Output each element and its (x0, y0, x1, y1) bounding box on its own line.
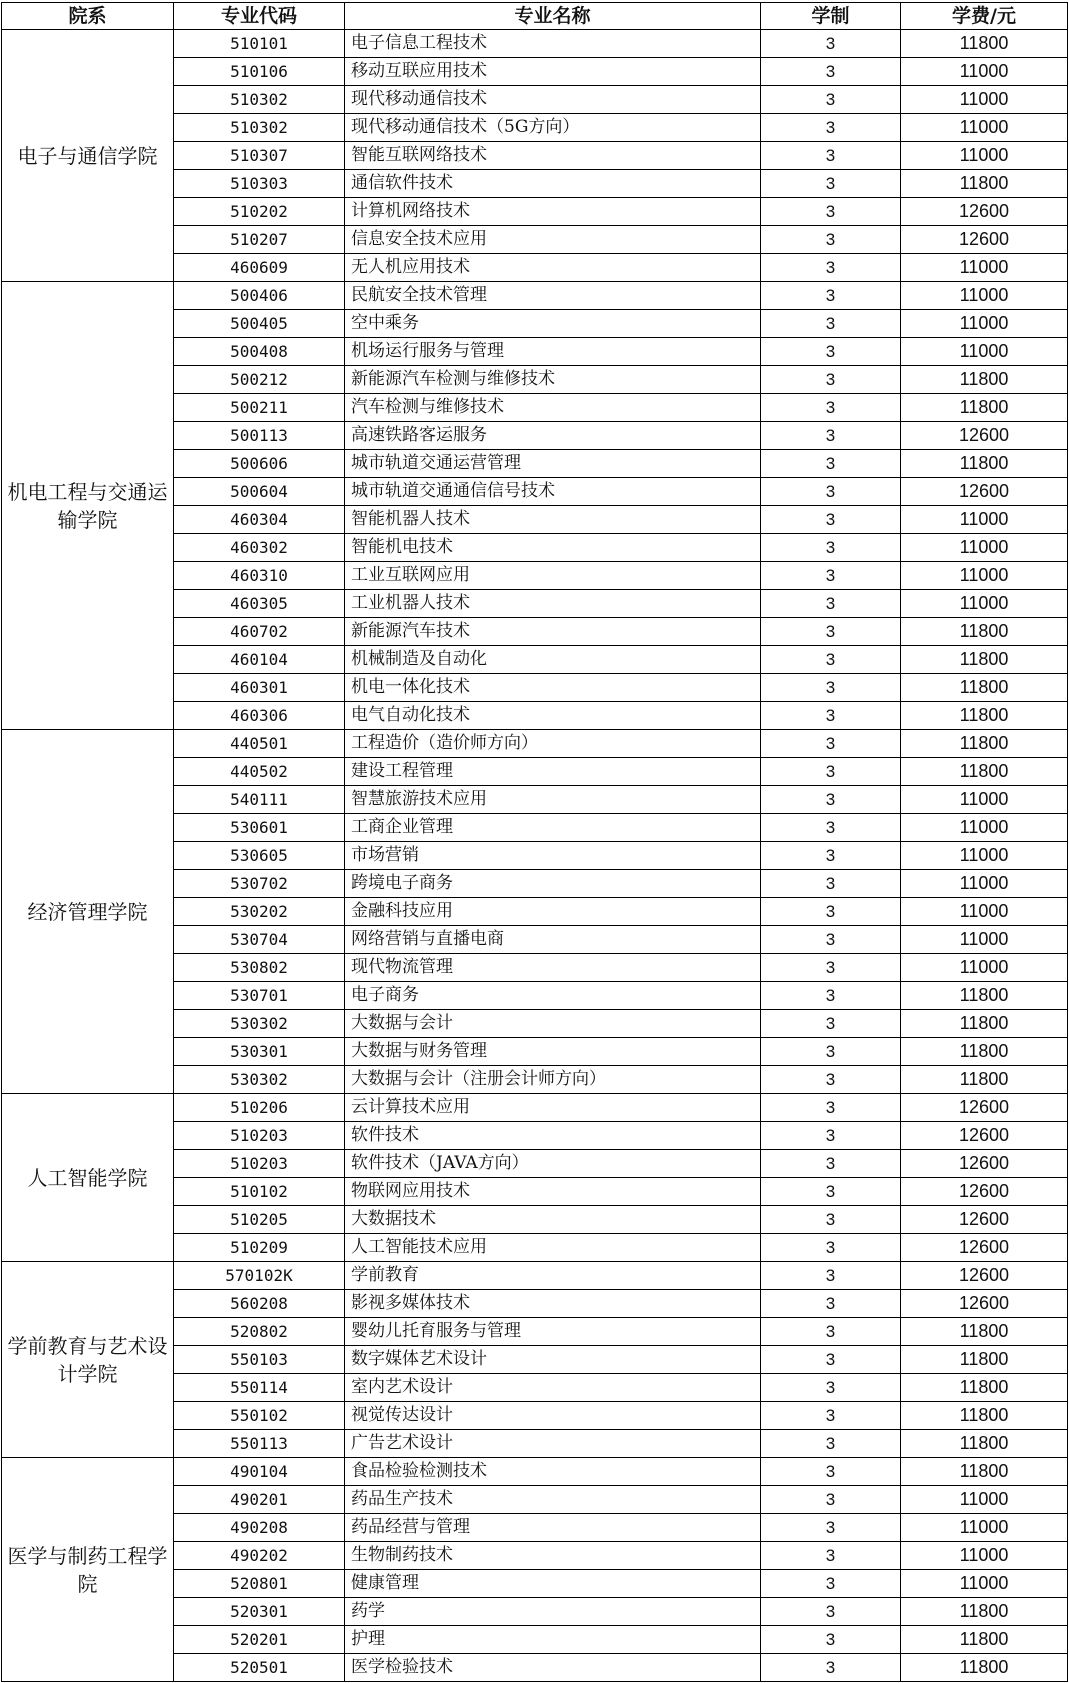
major-name-cell: 工业机器人技术 (345, 590, 761, 618)
tuition-cell: 11800 (901, 1402, 1068, 1430)
duration-cell: 3 (761, 1206, 901, 1234)
duration-cell: 3 (761, 758, 901, 786)
tuition-cell: 11800 (901, 1626, 1068, 1654)
tuition-cell: 11000 (901, 590, 1068, 618)
major-code-cell: 460304 (174, 506, 345, 534)
tuition-cell: 11800 (901, 982, 1068, 1010)
major-code-cell: 530601 (174, 814, 345, 842)
major-name-cell: 智能互联网络技术 (345, 142, 761, 170)
duration-cell: 3 (761, 58, 901, 86)
duration-cell: 3 (761, 1430, 901, 1458)
duration-cell: 3 (761, 478, 901, 506)
header-dept: 院系 (2, 3, 174, 30)
tuition-cell: 11000 (901, 1570, 1068, 1598)
major-code-cell: 510102 (174, 1178, 345, 1206)
major-code-cell: 510302 (174, 86, 345, 114)
major-code-cell: 570102K (174, 1262, 345, 1290)
dept-cell: 医学与制药工程学院 (2, 1458, 174, 1682)
tuition-cell: 11000 (901, 534, 1068, 562)
major-name-cell: 建设工程管理 (345, 758, 761, 786)
duration-cell: 3 (761, 1514, 901, 1542)
header-years: 学制 (761, 3, 901, 30)
major-name-cell: 学前教育 (345, 1262, 761, 1290)
duration-cell: 3 (761, 1346, 901, 1374)
tuition-cell: 11000 (901, 310, 1068, 338)
major-name-cell: 工业互联网应用 (345, 562, 761, 590)
tuition-cell: 11000 (901, 1542, 1068, 1570)
table-row (2, 30, 1068, 58)
major-code-cell: 540111 (174, 786, 345, 814)
tuition-cell: 12600 (901, 1290, 1068, 1318)
major-code-cell: 530302 (174, 1066, 345, 1094)
major-name-cell: 医学检验技术 (345, 1654, 761, 1682)
duration-cell: 3 (761, 982, 901, 1010)
major-code-cell: 460310 (174, 562, 345, 590)
major-code-cell: 500405 (174, 310, 345, 338)
major-code-cell: 500406 (174, 282, 345, 310)
duration-cell: 3 (761, 842, 901, 870)
duration-cell: 3 (761, 1458, 901, 1486)
major-name-cell: 工程造价（造价师方向） (345, 730, 761, 758)
duration-cell: 3 (761, 198, 901, 226)
major-name-cell: 电子信息工程技术 (345, 30, 761, 58)
dept-cell: 电子与通信学院 (2, 30, 174, 282)
major-code-cell: 510206 (174, 1094, 345, 1122)
tuition-cell: 11000 (901, 926, 1068, 954)
major-name-cell: 视觉传达设计 (345, 1402, 761, 1430)
major-code-cell: 550102 (174, 1402, 345, 1430)
duration-cell: 3 (761, 422, 901, 450)
major-code-cell: 500408 (174, 338, 345, 366)
tuition-fee-table (1, 2, 1068, 1682)
tuition-cell: 12600 (901, 1206, 1068, 1234)
major-name-cell: 云计算技术应用 (345, 1094, 761, 1122)
tuition-cell: 11000 (901, 954, 1068, 982)
tuition-cell: 11800 (901, 1598, 1068, 1626)
major-code-cell: 560208 (174, 1290, 345, 1318)
major-code-cell: 550103 (174, 1346, 345, 1374)
tuition-cell: 11800 (901, 1654, 1068, 1682)
major-name-cell: 现代移动通信技术 (345, 86, 761, 114)
major-name-cell: 婴幼儿托育服务与管理 (345, 1318, 761, 1346)
duration-cell: 3 (761, 1374, 901, 1402)
major-code-cell: 500604 (174, 478, 345, 506)
major-code-cell: 460305 (174, 590, 345, 618)
major-name-cell: 现代物流管理 (345, 954, 761, 982)
major-code-cell: 530605 (174, 842, 345, 870)
duration-cell: 3 (761, 366, 901, 394)
major-name-cell: 新能源汽车检测与维修技术 (345, 366, 761, 394)
major-code-cell: 530202 (174, 898, 345, 926)
major-name-cell: 广告艺术设计 (345, 1430, 761, 1458)
duration-cell: 3 (761, 1038, 901, 1066)
major-code-cell: 510209 (174, 1234, 345, 1262)
major-name-cell: 机械制造及自动化 (345, 646, 761, 674)
tuition-cell: 11000 (901, 898, 1068, 926)
tuition-cell: 11000 (901, 338, 1068, 366)
major-code-cell: 520301 (174, 1598, 345, 1626)
table-row (2, 1458, 1068, 1486)
major-name-cell: 市场营销 (345, 842, 761, 870)
tuition-cell: 11800 (901, 1374, 1068, 1402)
duration-cell: 3 (761, 702, 901, 730)
duration-cell: 3 (761, 954, 901, 982)
major-name-cell: 现代移动通信技术（5G方向） (345, 114, 761, 142)
duration-cell: 3 (761, 730, 901, 758)
major-name-cell: 影视多媒体技术 (345, 1290, 761, 1318)
tuition-cell: 12600 (901, 1150, 1068, 1178)
major-code-cell: 490208 (174, 1514, 345, 1542)
duration-cell: 3 (761, 1150, 901, 1178)
duration-cell: 3 (761, 310, 901, 338)
major-name-cell: 智能机器人技术 (345, 506, 761, 534)
major-name-cell: 电子商务 (345, 982, 761, 1010)
tuition-cell: 11000 (901, 870, 1068, 898)
major-code-cell: 520802 (174, 1318, 345, 1346)
duration-cell: 3 (761, 1094, 901, 1122)
duration-cell: 3 (761, 1626, 901, 1654)
major-code-cell: 530301 (174, 1038, 345, 1066)
major-name-cell: 金融科技应用 (345, 898, 761, 926)
major-name-cell: 网络营销与直播电商 (345, 926, 761, 954)
major-name-cell: 计算机网络技术 (345, 198, 761, 226)
major-code-cell: 510205 (174, 1206, 345, 1234)
table-row (2, 730, 1068, 758)
duration-cell: 3 (761, 1178, 901, 1206)
duration-cell: 3 (761, 1122, 901, 1150)
major-name-cell: 护理 (345, 1626, 761, 1654)
major-code-cell: 490202 (174, 1542, 345, 1570)
major-code-cell: 550114 (174, 1374, 345, 1402)
duration-cell: 3 (761, 282, 901, 310)
major-code-cell: 530702 (174, 870, 345, 898)
major-code-cell: 490104 (174, 1458, 345, 1486)
duration-cell: 3 (761, 142, 901, 170)
major-code-cell: 510307 (174, 142, 345, 170)
duration-cell: 3 (761, 1234, 901, 1262)
major-name-cell: 城市轨道交通运营管理 (345, 450, 761, 478)
major-name-cell: 机电一体化技术 (345, 674, 761, 702)
dept-cell: 人工智能学院 (2, 1094, 174, 1262)
table-body (2, 30, 1068, 1682)
tuition-cell: 12600 (901, 1122, 1068, 1150)
tuition-cell: 11000 (901, 506, 1068, 534)
duration-cell: 3 (761, 170, 901, 198)
duration-cell: 3 (761, 926, 901, 954)
duration-cell: 3 (761, 814, 901, 842)
tuition-cell: 12600 (901, 478, 1068, 506)
major-code-cell: 440501 (174, 730, 345, 758)
tuition-cell: 11800 (901, 1430, 1068, 1458)
duration-cell: 3 (761, 1598, 901, 1626)
header-row (2, 3, 1068, 30)
major-name-cell: 移动互联应用技术 (345, 58, 761, 86)
major-name-cell: 空中乘务 (345, 310, 761, 338)
tuition-cell: 11800 (901, 674, 1068, 702)
major-name-cell: 药品经营与管理 (345, 1514, 761, 1542)
tuition-cell: 11800 (901, 366, 1068, 394)
tuition-cell: 11000 (901, 254, 1068, 282)
major-code-cell: 530802 (174, 954, 345, 982)
tuition-cell: 11800 (901, 1038, 1068, 1066)
major-code-cell: 510207 (174, 226, 345, 254)
major-name-cell: 大数据与会计（注册会计师方向） (345, 1066, 761, 1094)
major-code-cell: 500212 (174, 366, 345, 394)
duration-cell: 3 (761, 394, 901, 422)
tuition-cell: 11800 (901, 1458, 1068, 1486)
duration-cell: 3 (761, 562, 901, 590)
major-name-cell: 智能机电技术 (345, 534, 761, 562)
major-code-cell: 460306 (174, 702, 345, 730)
major-name-cell: 室内艺术设计 (345, 1374, 761, 1402)
duration-cell: 3 (761, 1066, 901, 1094)
duration-cell: 3 (761, 1010, 901, 1038)
tuition-cell: 11800 (901, 1346, 1068, 1374)
duration-cell: 3 (761, 1290, 901, 1318)
major-name-cell: 跨境电子商务 (345, 870, 761, 898)
major-code-cell: 510202 (174, 198, 345, 226)
tuition-cell: 11000 (901, 142, 1068, 170)
major-name-cell: 物联网应用技术 (345, 1178, 761, 1206)
major-code-cell: 510106 (174, 58, 345, 86)
duration-cell: 3 (761, 1486, 901, 1514)
major-code-cell: 520201 (174, 1626, 345, 1654)
tuition-cell: 11800 (901, 702, 1068, 730)
tuition-cell: 11800 (901, 1066, 1068, 1094)
duration-cell: 3 (761, 870, 901, 898)
tuition-cell: 11000 (901, 1514, 1068, 1542)
major-name-cell: 电气自动化技术 (345, 702, 761, 730)
tuition-cell: 11000 (901, 1486, 1068, 1514)
duration-cell: 3 (761, 646, 901, 674)
major-code-cell: 510203 (174, 1150, 345, 1178)
tuition-cell: 11800 (901, 646, 1068, 674)
major-name-cell: 健康管理 (345, 1570, 761, 1598)
duration-cell: 3 (761, 86, 901, 114)
tuition-cell: 11000 (901, 58, 1068, 86)
header-name: 专业名称 (345, 3, 761, 30)
major-name-cell: 城市轨道交通通信信号技术 (345, 478, 761, 506)
table-row (2, 1262, 1068, 1290)
tuition-cell: 11000 (901, 86, 1068, 114)
duration-cell: 3 (761, 1318, 901, 1346)
duration-cell: 3 (761, 786, 901, 814)
tuition-cell: 12600 (901, 226, 1068, 254)
tuition-cell: 12600 (901, 1178, 1068, 1206)
major-code-cell: 500211 (174, 394, 345, 422)
duration-cell: 3 (761, 1402, 901, 1430)
major-code-cell: 510101 (174, 30, 345, 58)
major-code-cell: 460702 (174, 618, 345, 646)
major-name-cell: 大数据与财务管理 (345, 1038, 761, 1066)
duration-cell: 3 (761, 618, 901, 646)
major-name-cell: 机场运行服务与管理 (345, 338, 761, 366)
major-name-cell: 智慧旅游技术应用 (345, 786, 761, 814)
major-name-cell: 新能源汽车技术 (345, 618, 761, 646)
duration-cell: 3 (761, 506, 901, 534)
duration-cell: 3 (761, 254, 901, 282)
duration-cell: 3 (761, 1542, 901, 1570)
duration-cell: 3 (761, 898, 901, 926)
major-code-cell: 500606 (174, 450, 345, 478)
major-code-cell: 550113 (174, 1430, 345, 1458)
dept-cell: 机电工程与交通运输学院 (2, 282, 174, 730)
major-code-cell: 460301 (174, 674, 345, 702)
dept-cell: 学前教育与艺术设计学院 (2, 1262, 174, 1458)
tuition-cell: 12600 (901, 1094, 1068, 1122)
major-name-cell: 人工智能技术应用 (345, 1234, 761, 1262)
major-name-cell: 通信软件技术 (345, 170, 761, 198)
tuition-cell: 11000 (901, 786, 1068, 814)
duration-cell: 3 (761, 338, 901, 366)
tuition-cell: 11800 (901, 394, 1068, 422)
major-name-cell: 无人机应用技术 (345, 254, 761, 282)
duration-cell: 3 (761, 1570, 901, 1598)
tuition-cell: 11800 (901, 1318, 1068, 1346)
major-code-cell: 500113 (174, 422, 345, 450)
duration-cell: 3 (761, 534, 901, 562)
major-code-cell: 530704 (174, 926, 345, 954)
major-code-cell: 510302 (174, 114, 345, 142)
major-name-cell: 软件技术 (345, 1122, 761, 1150)
duration-cell: 3 (761, 590, 901, 618)
duration-cell: 3 (761, 674, 901, 702)
tuition-cell: 11800 (901, 730, 1068, 758)
tuition-cell: 11800 (901, 170, 1068, 198)
tuition-cell: 11000 (901, 814, 1068, 842)
major-name-cell: 软件技术（JAVA方向） (345, 1150, 761, 1178)
major-code-cell: 530302 (174, 1010, 345, 1038)
major-name-cell: 汽车检测与维修技术 (345, 394, 761, 422)
major-name-cell: 药学 (345, 1598, 761, 1626)
tuition-cell: 11000 (901, 114, 1068, 142)
major-name-cell: 高速铁路客运服务 (345, 422, 761, 450)
dept-cell: 经济管理学院 (2, 730, 174, 1094)
major-code-cell: 520501 (174, 1654, 345, 1682)
major-name-cell: 民航安全技术管理 (345, 282, 761, 310)
major-name-cell: 信息安全技术应用 (345, 226, 761, 254)
header-fee: 学费/元 (901, 3, 1068, 30)
tuition-cell: 12600 (901, 1262, 1068, 1290)
major-name-cell: 大数据与会计 (345, 1010, 761, 1038)
table-row (2, 282, 1068, 310)
tuition-cell: 12600 (901, 198, 1068, 226)
duration-cell: 3 (761, 30, 901, 58)
duration-cell: 3 (761, 114, 901, 142)
major-code-cell: 520801 (174, 1570, 345, 1598)
tuition-cell: 11800 (901, 450, 1068, 478)
major-name-cell: 大数据技术 (345, 1206, 761, 1234)
major-code-cell: 490201 (174, 1486, 345, 1514)
duration-cell: 3 (761, 226, 901, 254)
header-code: 专业代码 (174, 3, 345, 30)
tuition-cell: 11800 (901, 618, 1068, 646)
tuition-cell: 12600 (901, 422, 1068, 450)
major-name-cell: 数字媒体艺术设计 (345, 1346, 761, 1374)
tuition-cell: 11800 (901, 1010, 1068, 1038)
tuition-cell: 11000 (901, 842, 1068, 870)
tuition-cell: 11000 (901, 282, 1068, 310)
tuition-cell: 11000 (901, 562, 1068, 590)
major-code-cell: 510203 (174, 1122, 345, 1150)
major-code-cell: 460302 (174, 534, 345, 562)
major-code-cell: 460104 (174, 646, 345, 674)
tuition-cell: 11800 (901, 758, 1068, 786)
major-code-cell: 530701 (174, 982, 345, 1010)
duration-cell: 3 (761, 1654, 901, 1682)
major-code-cell: 440502 (174, 758, 345, 786)
major-name-cell: 工商企业管理 (345, 814, 761, 842)
major-code-cell: 460609 (174, 254, 345, 282)
table-row (2, 1094, 1068, 1122)
major-name-cell: 药品生产技术 (345, 1486, 761, 1514)
major-code-cell: 510303 (174, 170, 345, 198)
table-header (2, 3, 1068, 30)
tuition-cell: 12600 (901, 1234, 1068, 1262)
major-name-cell: 食品检验检测技术 (345, 1458, 761, 1486)
major-name-cell: 生物制药技术 (345, 1542, 761, 1570)
duration-cell: 3 (761, 450, 901, 478)
tuition-cell: 11800 (901, 30, 1068, 58)
duration-cell: 3 (761, 1262, 901, 1290)
